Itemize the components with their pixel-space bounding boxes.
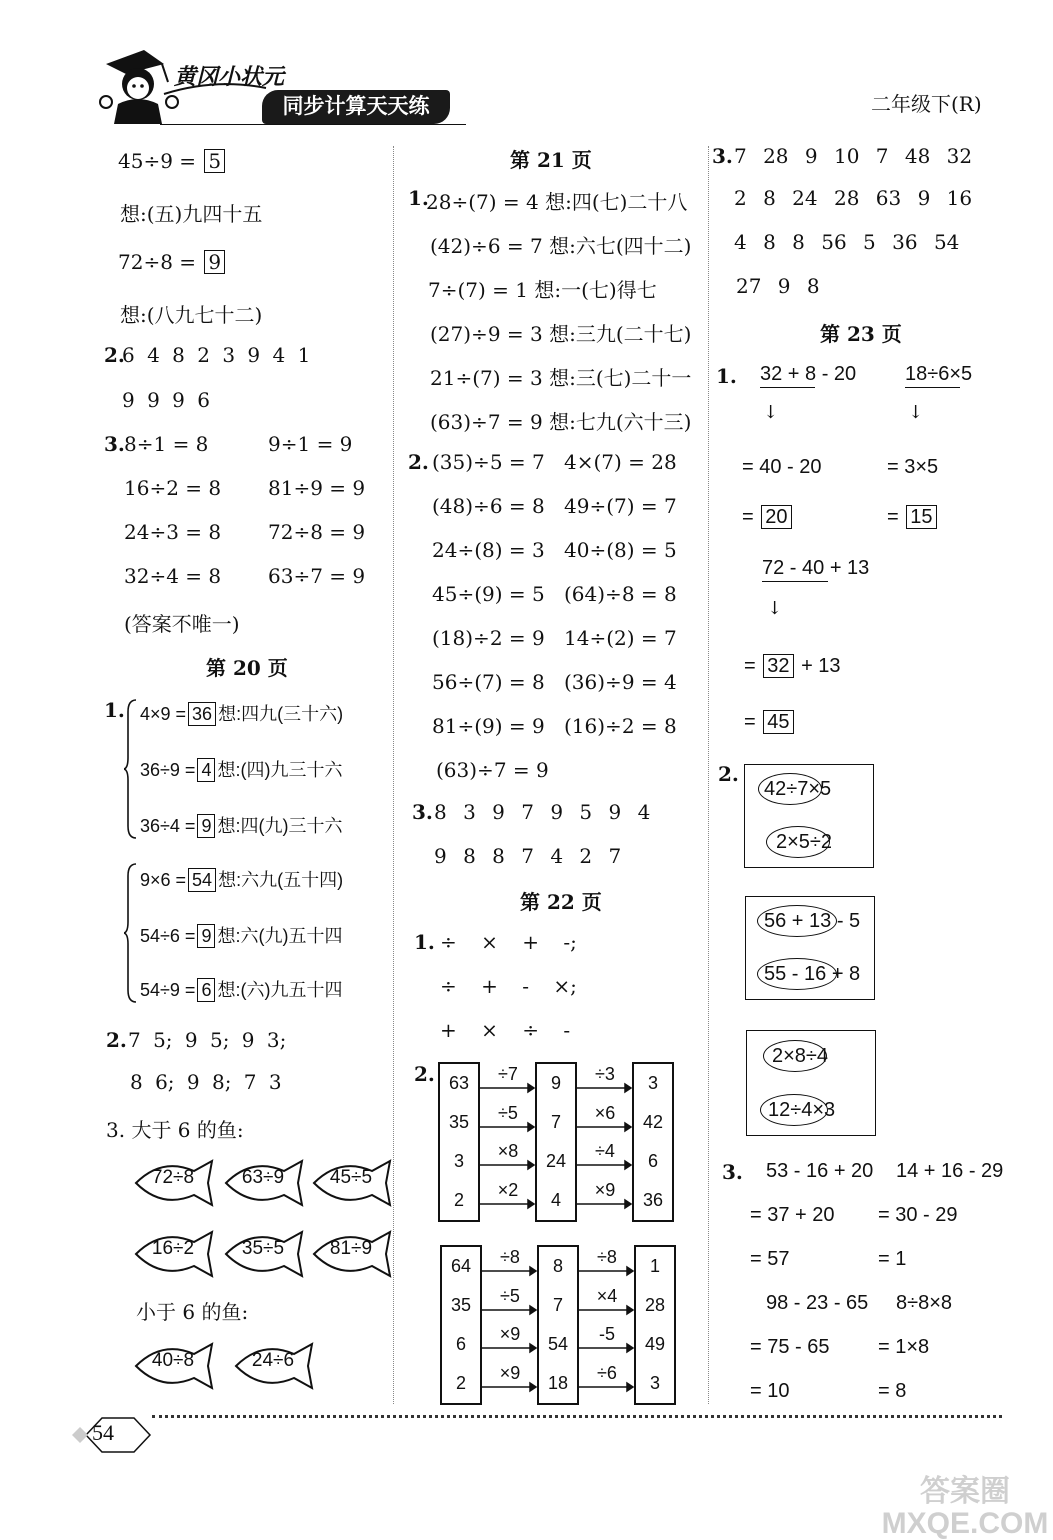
equation: 14÷(2) = 7: [564, 626, 677, 650]
fish-label: 81÷9: [329, 1238, 373, 1259]
answer-box: 6: [197, 978, 215, 1002]
down-arrow-icon: ↓: [763, 402, 779, 423]
answer-box: 20: [761, 505, 791, 529]
fish-icon: [310, 1228, 394, 1280]
number: 54: [547, 1334, 569, 1354]
equation: 36÷9 =: [140, 760, 196, 780]
answer-line: (63)÷7 = 9 想:七九(六十三): [430, 410, 692, 434]
think-note: 想:(四)九三十六: [217, 760, 343, 780]
equation: 24÷(8) = 3: [432, 538, 545, 562]
equation: 36÷4 =: [140, 816, 196, 836]
equation: 45÷9 =: [118, 149, 197, 173]
step: = 75 - 65: [750, 1336, 830, 1358]
operation-label: ×4: [596, 1286, 618, 1306]
question-number: 1.: [414, 930, 435, 954]
number: 8: [552, 1256, 563, 1276]
number: 24: [545, 1151, 567, 1171]
think-note: 想:(六)九五十四: [217, 980, 343, 1000]
answer-line: ÷ + - ×;: [440, 974, 577, 998]
fish-icon: [132, 1340, 216, 1392]
operation-label: -5: [598, 1324, 615, 1344]
answer-line: 2 8 24 28 63 9 16: [734, 186, 973, 210]
expression: 8÷8×8: [896, 1292, 953, 1314]
answer-line: 8 3 9 7 9 5 9 4: [434, 800, 651, 824]
brace-icon: [124, 698, 138, 840]
number: 2: [455, 1373, 466, 1393]
fish-label: 45÷5: [329, 1167, 373, 1188]
think-note: 想:(八九七十二): [120, 303, 263, 327]
operation-label: ÷5: [500, 1286, 520, 1306]
operation-label: ×9: [499, 1324, 521, 1344]
step: = 8: [878, 1380, 907, 1402]
operation-label: ÷7: [498, 1064, 518, 1084]
equation: (48)÷6 = 8: [432, 494, 545, 518]
step: = 40 - 20: [742, 456, 822, 478]
underline: [905, 387, 960, 388]
step: = 3×5: [887, 456, 939, 478]
think-note: 想:(五)九四十五: [120, 202, 263, 226]
expression: 32 + 8 - 20: [760, 363, 857, 385]
step: = 30 - 29: [878, 1204, 958, 1226]
number: 9: [550, 1073, 561, 1093]
header-rule: [160, 124, 466, 125]
equation: 45÷(9) = 5: [432, 582, 545, 606]
answer-line: 28÷(7) = 4 想:四(七)二十八: [426, 190, 688, 214]
number: 18: [547, 1373, 569, 1393]
answer-line: 9 8 8 7 4 2 7: [434, 844, 622, 868]
equation: 9÷1 = 9: [268, 432, 353, 456]
step: = 1×8: [878, 1336, 930, 1358]
question-number: 2.: [104, 343, 125, 367]
number: 63: [448, 1073, 470, 1093]
number: 3: [647, 1073, 658, 1093]
equation: (36)÷9 = 4: [564, 670, 677, 694]
arrow-icon: [478, 1062, 634, 1218]
down-arrow-icon: ↓: [908, 402, 924, 423]
question-number: 1.: [104, 698, 125, 722]
number: 36: [642, 1190, 664, 1210]
watermark: 答案圈 MXQE.COM: [881, 1475, 1049, 1540]
equals-sign: =: [744, 711, 756, 733]
step: = 10: [750, 1380, 790, 1402]
fish-icon: [232, 1340, 316, 1392]
step: = 57: [750, 1248, 790, 1270]
equation: 54÷9 =: [140, 980, 196, 1000]
answer-line: (42)÷6 = 7 想:六七(四十二): [430, 234, 692, 258]
fish-label: 63÷9: [241, 1167, 285, 1188]
question-number: 2.: [408, 450, 429, 474]
equation: (63)÷7 = 9: [436, 758, 549, 782]
operation-label: ÷8: [597, 1247, 617, 1267]
number: 42: [642, 1112, 664, 1132]
answer-line: 7 5; 9 5; 9 3;: [128, 1028, 287, 1052]
question-number: 3.: [722, 1160, 743, 1184]
answer-box: 36: [188, 702, 216, 726]
think-note: 想:四九(三十六): [218, 704, 344, 724]
equation: 4×(7) = 28: [564, 450, 677, 474]
answer-box: 15: [906, 505, 936, 529]
operation-label: ÷5: [498, 1103, 518, 1123]
expression: 12÷4×3: [768, 1099, 836, 1121]
number-column: [438, 1062, 480, 1222]
number: 28: [644, 1295, 666, 1315]
operation-label: ×9: [594, 1180, 616, 1200]
answer-box: 5: [204, 149, 225, 173]
answer-box: 45: [763, 710, 793, 734]
answer-line: ÷ × + -;: [440, 930, 577, 954]
operation-label: ÷8: [500, 1247, 520, 1267]
answer-box: 4: [197, 758, 215, 782]
number: 35: [450, 1295, 472, 1315]
expression: 56 + 13 - 5: [764, 910, 861, 932]
question-number: 3.: [412, 800, 433, 824]
expression: 42÷7×5: [764, 778, 832, 800]
expression: 53 - 16 + 20: [766, 1160, 874, 1182]
number: 2: [453, 1190, 464, 1210]
answer-box: 9: [197, 814, 215, 838]
equation: 24÷3 = 8: [124, 520, 222, 544]
equation: 40÷(8) = 5: [564, 538, 677, 562]
fish-label: 16÷2: [151, 1238, 195, 1259]
equation: 16÷2 = 8: [124, 476, 222, 500]
think-note: 想:六(九)五十四: [217, 926, 343, 946]
step: + 13: [801, 655, 841, 677]
expression: 55 - 16 + 8: [764, 963, 861, 985]
fish-label: 40÷8: [151, 1350, 195, 1371]
page-heading: 第 23 页: [820, 322, 902, 346]
think-note: 想:六九(五十四): [218, 870, 344, 890]
number-column: [634, 1245, 676, 1405]
equation: 54÷6 =: [140, 926, 196, 946]
page-heading: 第 22 页: [520, 890, 602, 914]
equation: (18)÷2 = 9: [432, 626, 545, 650]
answer-box: 54: [188, 868, 216, 892]
number: 49: [644, 1334, 666, 1354]
answer-line: + × ÷ -: [440, 1018, 571, 1042]
grade-label: 二年级下(R): [871, 92, 982, 116]
answer-box: 9: [204, 250, 225, 274]
question-number: 2.: [106, 1028, 127, 1052]
answer-line: (27)÷9 = 3 想:三九(二十七): [430, 322, 692, 346]
equation: 81÷(9) = 9: [432, 714, 545, 738]
equation: 72÷8 = 9: [268, 520, 366, 544]
equation: (16)÷2 = 8: [564, 714, 677, 738]
equals-sign: =: [744, 655, 756, 677]
brand-logo: 黄冈小状元: [174, 64, 285, 90]
question-text: 小于 6 的鱼:: [136, 1300, 249, 1324]
fish-label: 72÷8: [151, 1167, 195, 1188]
expression: 14 + 16 - 29: [896, 1160, 1004, 1182]
question-text: 3. 大于 6 的鱼:: [106, 1118, 244, 1142]
column-divider: [393, 146, 394, 1404]
question-number: 3.: [104, 432, 125, 456]
question-number: 1.: [408, 186, 429, 210]
answer-line: 4 8 8 56 5 36 54: [734, 230, 960, 254]
equation: 8÷1 = 8: [124, 432, 209, 456]
answer-line: 27 9 8: [736, 274, 820, 298]
operation-label: ×8: [497, 1141, 519, 1161]
equation: (64)÷8 = 8: [564, 582, 677, 606]
equation: 56÷(7) = 8: [432, 670, 545, 694]
answer-box: 9: [197, 924, 215, 948]
answer-line: 7 28 9 10 7 48 32: [734, 144, 973, 168]
footer-rule: [152, 1415, 1002, 1418]
answer-line: 8 6; 9 8; 7 3: [130, 1070, 282, 1094]
number-column: [632, 1062, 674, 1222]
equation: 49÷(7) = 7: [564, 494, 677, 518]
expression: 2×5÷2: [776, 831, 833, 853]
operation-label: ×9: [499, 1363, 521, 1383]
equation: 9×6 =: [140, 870, 187, 890]
number-column: [440, 1245, 482, 1405]
series-banner: 同步计算天天练: [262, 90, 450, 124]
page-number: 54: [92, 1420, 114, 1445]
arrow-icon: [480, 1245, 636, 1401]
number: 3: [649, 1373, 660, 1393]
expression: 18÷6×5: [905, 363, 973, 385]
page-heading: 第 20 页: [206, 656, 288, 680]
think-note: 想:四(九)三十六: [217, 816, 343, 836]
fish-icon: [310, 1157, 394, 1209]
question-number: 2.: [718, 762, 739, 786]
equation: 4×9 =: [140, 704, 187, 724]
brand-swoosh: [160, 80, 270, 100]
equation: 72÷8 =: [118, 250, 197, 274]
fish-icon: [132, 1157, 216, 1209]
brace-icon: [124, 862, 138, 1004]
question-number: 3.: [712, 144, 733, 168]
expression: 98 - 23 - 65: [766, 1292, 869, 1314]
question-number: 2.: [414, 1062, 435, 1086]
equation: 63÷7 = 9: [268, 564, 366, 588]
operation-label: ÷3: [595, 1064, 615, 1084]
expression: 72 - 40 + 13: [762, 557, 870, 579]
number: 3: [453, 1151, 464, 1171]
fish-label: 35÷5: [241, 1238, 285, 1259]
underline: [762, 581, 828, 582]
fish-icon: [222, 1157, 306, 1209]
equals-sign: =: [742, 506, 754, 528]
equation: 81÷9 = 9: [268, 476, 366, 500]
number: 6: [455, 1334, 466, 1354]
answer-box: 32: [763, 654, 793, 678]
answer-line: 6 4 8 2 3 9 4 1: [122, 343, 311, 367]
operation-label: ×2: [497, 1180, 519, 1200]
underline: [760, 387, 815, 388]
answer-line: 9 9 9 6: [122, 388, 210, 412]
number: 1: [649, 1256, 660, 1276]
equation: (35)÷5 = 7: [432, 450, 545, 474]
number: 7: [550, 1112, 561, 1132]
equals-sign: =: [887, 506, 899, 528]
number: 35: [448, 1112, 470, 1132]
operation-label: ÷4: [595, 1141, 615, 1161]
down-arrow-icon: ↓: [767, 598, 783, 619]
operation-label: ×6: [594, 1103, 616, 1123]
fish-icon: [222, 1228, 306, 1280]
page-heading: 第 21 页: [510, 148, 592, 172]
fish-icon: [132, 1228, 216, 1280]
column-divider: [708, 146, 709, 1404]
operation-label: ÷6: [597, 1363, 617, 1383]
expression: 2×8÷4: [772, 1045, 829, 1067]
note: (答案不唯一): [124, 612, 240, 636]
question-number: 1.: [716, 364, 737, 388]
number: 7: [552, 1295, 563, 1315]
fish-label: 24÷6: [251, 1350, 295, 1371]
equation: 32÷4 = 8: [124, 564, 222, 588]
number: 6: [647, 1151, 658, 1171]
number: 4: [550, 1190, 561, 1210]
step: = 37 + 20: [750, 1204, 835, 1226]
answer-line: 7÷(7) = 1 想:一(七)得七: [428, 278, 657, 302]
answer-line: 21÷(7) = 3 想:三(七)二十一: [430, 366, 692, 390]
step: = 1: [878, 1248, 907, 1270]
number: 64: [450, 1256, 472, 1276]
